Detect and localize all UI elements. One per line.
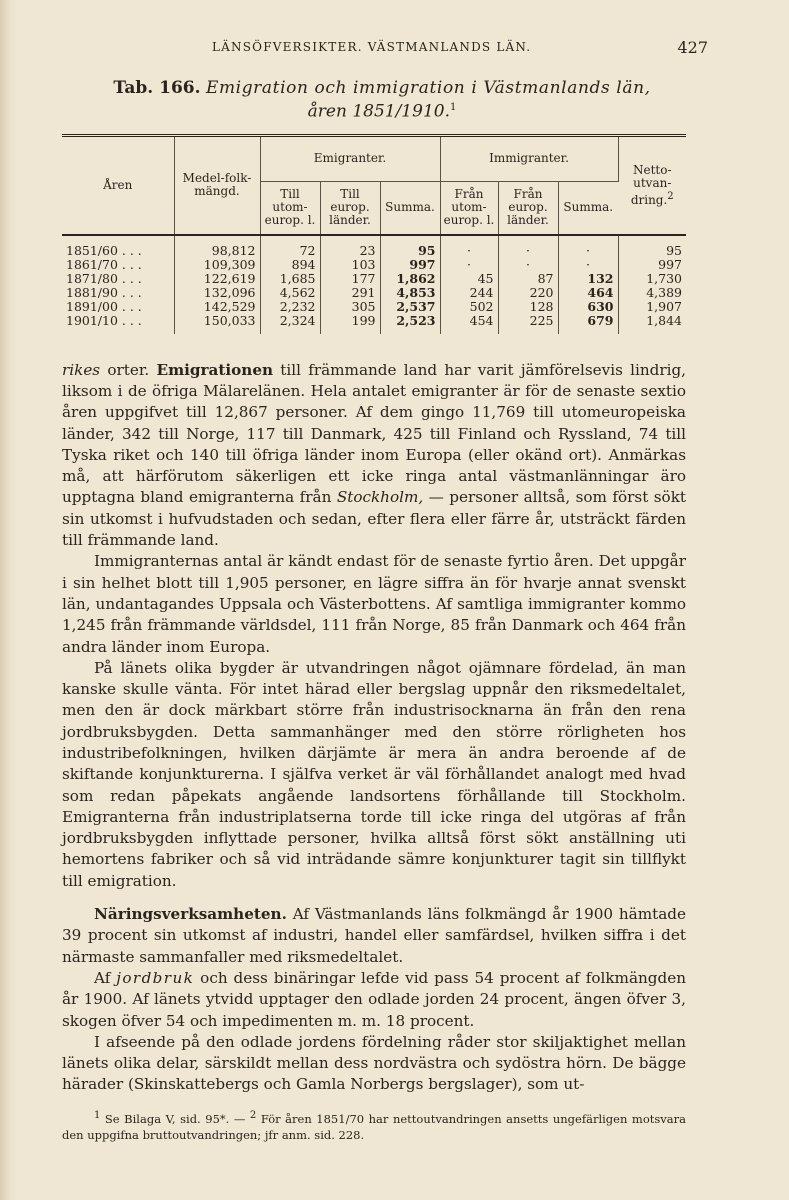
cell-immig-europe: 128: [498, 300, 558, 314]
cell-immig-sum: 132: [558, 272, 618, 286]
text-run: orter.: [100, 360, 157, 379]
cell-population: 132,096: [174, 286, 260, 300]
header-years: Åren: [62, 135, 174, 235]
cell-emig-sum: 1,862: [380, 272, 440, 286]
cell-emig-europe: 23: [320, 235, 380, 258]
table-label: Tab. 166.: [113, 78, 201, 98]
cell-emig-sum: 95: [380, 235, 440, 258]
header-emigrants: Emigranter.: [260, 135, 440, 181]
cell-net: 1,844: [646, 312, 682, 328]
cell-emig-extra: 4,562: [260, 286, 320, 300]
cell-population: 109,309: [174, 258, 260, 272]
paragraph-industries: [62, 904, 686, 968]
footnote-ref-2: 2: [249, 1109, 257, 1121]
footnotes: [62, 1108, 686, 1143]
body-text: [62, 360, 686, 1096]
header-immig-sum: Summa.: [558, 181, 618, 235]
cell-immig-europe: 225: [498, 314, 558, 334]
footnote-text-1: Se Bilaga V, sid. 95*. —: [100, 1111, 250, 1126]
cell-emig-extra: 2,324: [260, 314, 320, 334]
cell-immig-extra: 502: [440, 300, 498, 314]
cell-period: 1901/10 . . .: [62, 314, 174, 334]
text-run: Af Västmanlands läns folkmängd år 1900 hämtade 39 procent sin utkomst af industri, handel eller samfärdsel, hvilken siffra i det närmaste sammanfaller med riksmedeltalet.: [62, 905, 686, 966]
header-net-emigration: [618, 135, 686, 235]
header-net-label: Netto-utvan-dring.: [630, 162, 672, 207]
header-population: Medel-folk-mängd.: [174, 135, 260, 235]
cell-net: 1,730: [646, 270, 682, 286]
running-head: [62, 38, 708, 60]
cell-immig-sum: 464: [558, 286, 618, 300]
cell-emig-extra: 894: [260, 258, 320, 272]
cell-net: 1,907: [646, 298, 682, 314]
cell-immig-sum: ·: [558, 235, 618, 258]
cell-immig-extra: 244: [440, 286, 498, 300]
header-emig-extra-europe: Till utom-europ. l.: [260, 181, 320, 235]
text-run: Af: [94, 968, 117, 987]
header-emig-sum: Summa.: [380, 181, 440, 235]
table-row: [62, 314, 686, 334]
cell-immig-extra: ·: [440, 235, 498, 258]
text-spaced-italic: jordbruk: [116, 968, 195, 987]
table-row: [62, 300, 686, 314]
cell-emig-extra: 72: [260, 235, 320, 258]
cell-net: 997: [658, 256, 682, 272]
cell-emig-europe: 199: [320, 314, 380, 334]
header-immig-europe: Från europ. länder.: [498, 181, 558, 235]
running-title: LÄNSÖFVERSIKTER. VÄSTMANLANDS LÄN.: [212, 40, 532, 54]
cell-population: 142,529: [174, 300, 260, 314]
table-subtitle: åren 1851/1910.: [307, 101, 450, 122]
cell-immig-europe: 220: [498, 286, 558, 300]
table-row: [62, 258, 686, 272]
header-immigrants: Immigranter.: [440, 135, 618, 181]
paragraph-emigration: [62, 360, 686, 552]
paragraph-land-distribution: I afseende på den odlade jordens fördelning råder stor skiljaktighet mellan länets olika delar, särskildt mellan dess nordvästra och sydöstra hörn. De bägge härader (Skinskattebergs och Gamla Norbergs bergslager), som ut-: [62, 1032, 686, 1094]
page-number: 427: [677, 38, 708, 57]
cell-emig-europe: 291: [320, 286, 380, 300]
text-bold-heading: Näringsverksamheten.: [94, 905, 287, 924]
cell-period: 1891/00 . . .: [62, 300, 174, 314]
footnote-text-2: För åren 1851/70 har nettoutvandringen ansetts ungefärligen motsvara den uppgifna bruttoutvandringen; jfr anm. sid. 228.: [62, 1111, 686, 1142]
cell-population: 98,812: [174, 235, 260, 258]
cell-emig-sum: 2,537: [380, 300, 440, 314]
cell-population: 122,619: [174, 272, 260, 286]
cell-immig-extra: 45: [440, 272, 498, 286]
text-run: — personer alltså, som först sökt sin utkomst i hufvudstaden och sedan, efter flera eller färre år, utsträckt färden till främmande land.: [62, 488, 686, 550]
cell-population: 150,033: [174, 314, 260, 334]
book-page: [62, 0, 708, 1143]
cell-emig-sum: 2,523: [380, 314, 440, 334]
paragraph-immigration: Immigranternas antal är kändt endast för de senaste fyrtio åren. Det uppgår i sin helhet blott till 1,905 personer, en lägre siffra än för hvarje annat svenskt län, undantagandes Uppsala och Västerbottens. Af samtliga immigranter kommo 1,245 från främmande världsdel, 111 från Norge, 85 från Danmark och 464 från andra länder inom Europa.: [62, 552, 686, 656]
cell-period: 1881/90 . . .: [62, 286, 174, 300]
cell-emig-europe: 103: [320, 258, 380, 272]
text-run: och dess binäringar lefde vid pass 54 procent af folkmängden år 1900. Af länets ytvidd upptager den odlade jorden 24 procent, ängen öfver 3, skogen öfver 54 och impedimenten m. m. 18 procent.: [62, 968, 686, 1030]
cell-immig-sum: 679: [558, 314, 618, 334]
paragraph-agriculture: [62, 968, 686, 1032]
cell-immig-europe: 87: [498, 272, 558, 286]
cell-immig-europe: ·: [498, 235, 558, 258]
cell-emig-extra: 1,685: [260, 272, 320, 286]
cell-immig-extra: 454: [440, 314, 498, 334]
table-row: [62, 235, 686, 258]
cell-net: 4,389: [646, 284, 682, 300]
text-italic: Stockholm,: [336, 488, 424, 507]
table-title: Emigration och immigration i Västmanlands län,: [205, 78, 651, 98]
cell-period: 1871/80 . . .: [62, 272, 174, 286]
text-run: till främmande land har varit jämförelsevis lindrig, liksom i de öfriga Mälarelänen. Hela antalet emigranter är för de senaste sextio åren uppgifvet till 12,867 personer. Af dem gingo 11,769 till utomeuropeiska länder, 342 till Norge, 117 till Danmark, 425 till Finland och Ryssland, 74 till Tyska riket och 140 till öfriga länder inom Europa (eller okänd ort). Anmärkas må, att härförutom säkerligen ett icke ringa antal västmanlänningar äro upptagna bland emigranterna från: [62, 360, 686, 507]
header-net-footnote-ref: 2: [667, 190, 674, 202]
book-spine-shadow: [0, 0, 16, 1200]
cell-net: 95: [666, 242, 682, 258]
table-footnote-ref: 1: [449, 102, 457, 113]
table-row: [62, 286, 686, 300]
text-bold-heading: Emigrationen: [156, 360, 274, 379]
cell-emig-europe: 177: [320, 272, 380, 286]
header-emig-europe: Till europ. länder.: [320, 181, 380, 235]
cell-emig-sum: 997: [380, 258, 440, 272]
table-caption: [62, 78, 702, 122]
paragraph-distribution: På länets olika bygder är utvandringen något ojämnare fördelad, än man kanske skulle vänta. För intet härad eller bergslag uppnår den riksmedeltalet, men den är dock märkbart större från industrisocknarna än från den rena jordbruksbygden. Detta sammanhänger med den större rörligheten hos industribefolkningen, hvilken därjämte är mera än andra beroende af de skiftande konjunkturerna. I själfva verket är väl förhållandet analogt med hvad som redan påpekats angående landsortens förhållande till Stockholm. Emigranterna från industriplatserna torde till icke ringa del utgöras af från jordbruksbygden inflyttade personer, hvilka alltså först sökt anställning uti hemortens fabriker och så vid inträdande sämre konjunkturer tagit sin tillflykt till emigration.: [62, 658, 686, 890]
cell-immig-europe: ·: [498, 258, 558, 272]
footnote-ref-1: 1: [94, 1109, 101, 1121]
cell-emig-sum: 4,853: [380, 286, 440, 300]
migration-table: [62, 134, 686, 334]
header-immig-extra-europe: Från utom-europ. l.: [440, 181, 498, 235]
cell-immig-sum: ·: [558, 258, 618, 272]
table-caption-line2: [62, 98, 702, 122]
cell-period: 1861/70 . . .: [62, 258, 174, 272]
cell-immig-sum: 630: [558, 300, 618, 314]
table-caption-line1: [62, 78, 702, 98]
cell-immig-extra: ·: [440, 258, 498, 272]
cell-period: 1851/60 . . .: [62, 235, 174, 258]
text-italic: rikes: [62, 360, 101, 379]
table-row: [62, 272, 686, 286]
cell-emig-europe: 305: [320, 300, 380, 314]
cell-emig-extra: 2,232: [260, 300, 320, 314]
